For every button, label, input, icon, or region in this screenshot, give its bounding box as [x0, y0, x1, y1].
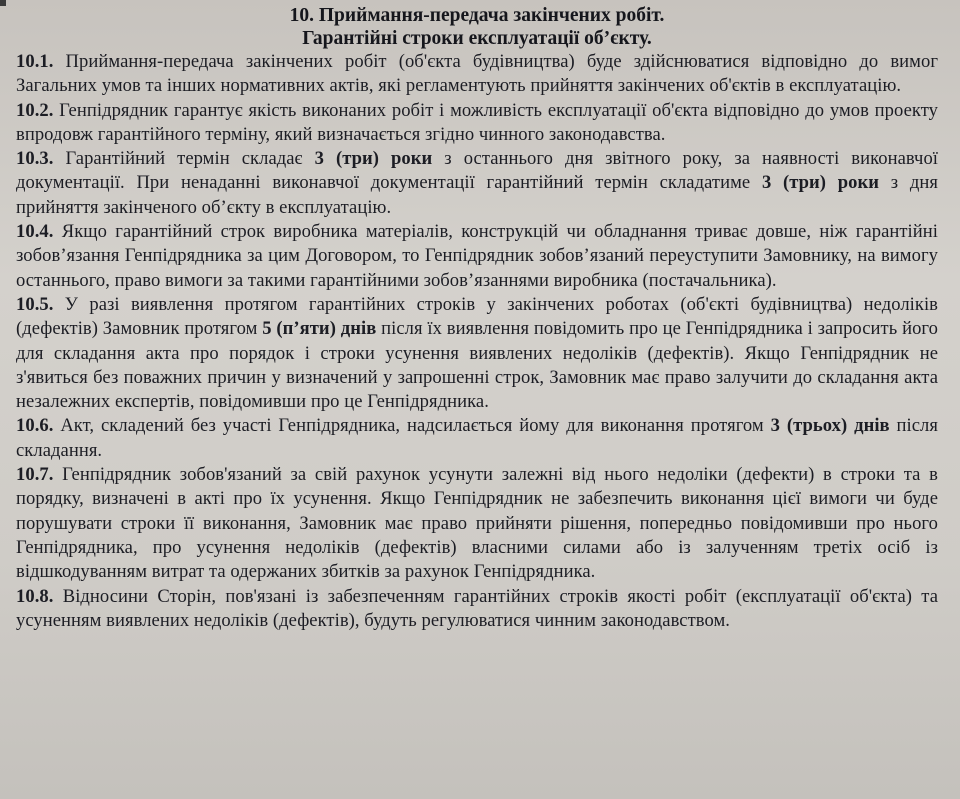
clause-number: 10.8.: [16, 585, 54, 607]
clause-10-5: [16, 293, 938, 414]
clause-10-1: [16, 50, 938, 99]
clause-number: 10.2.: [16, 99, 54, 121]
clause-text: У разі виявлення протягом гарантійних строків у закінчених роботах (об'єкті будівництва) недоліків (дефектів) Замовник протягом: [16, 293, 938, 340]
clause-emphasis: 3 (три) роки: [314, 148, 433, 170]
section-title-line-2: Гарантійні строки експлуатації об’єкту.: [302, 28, 652, 49]
section-title-line-1: 10. Приймання-передача закінчених робіт.: [289, 5, 665, 26]
clause-10-3: [16, 147, 938, 220]
clauses: [16, 50, 938, 633]
clause-text: Приймання-передача закінчених робіт (об'єкта будівництва) буде здійснюватися відповідно до вимог Загальних умов та інших нормативних актів, які регламентують прийняття закінчених об'єктів в експлуатацію.: [16, 51, 938, 97]
clause-text: Гарантійний термін складає: [53, 148, 315, 170]
clause-text: Акт, складений без участі Генпідрядника, надсилається йому для виконання протягом: [53, 415, 771, 437]
clause-number: 10.4.: [16, 221, 54, 243]
clause-text: після складання.: [16, 415, 938, 461]
clause-10-2: [16, 99, 938, 148]
clause-10-4: [16, 220, 938, 293]
clause-text: після їх виявлення повідомить про це Генпідрядника і запросить його для складання акта про порядок і строки усунення виявлених недоліків (дефектів). Якщо Генпідрядник не з'явиться без поважних причин у визначений у запрошенні строк, Замовник має право залучити до складання акта незалежних експертів, повідомивши про це Генпідрядника.: [16, 318, 938, 413]
clause-number: 10.5.: [16, 293, 54, 315]
clause-emphasis: 3 (трьох) днів: [770, 415, 890, 437]
clause-text: Генпідрядник зобов'язаний за свій рахунок усунути залежні від нього недоліки (дефекти) в строки та в порядку, визначені в акті про їх усунення. Якщо Генпідрядник не забезпечить виконання цієї вимоги чи буде порушувати строки її виконання, Замовник має право прийняти рішення, попередньо повідомивши про нього Генпідрядника, про усунення недоліків (дефектів) власними силами або із залученням третіх осіб із відшкодуванням витрат та одержаних збитків за рахунок Генпідрядника.: [16, 464, 938, 583]
clause-emphasis: 5 (п’яти) днів: [262, 318, 377, 340]
clause-emphasis: 3 (три) роки: [761, 172, 880, 194]
clause-text: Відносини Сторін, пов'язані із забезпеченням гарантійних строків якості робіт (експлуатації об'єкта) та усуненням виявлених недоліків (дефектів), будуть регулюватися чинним законодавством.: [16, 585, 938, 631]
clause-text: з дня прийняття закінченого об’єкту в експлуатацію.: [16, 172, 938, 218]
clause-10-7: [16, 463, 938, 584]
clause-number: 10.3.: [16, 148, 54, 170]
clause-10-6: [16, 414, 938, 463]
corner-mark: [0, 0, 6, 6]
clause-text: Генпідрядник гарантує якість виконаних робіт і можливість експлуатації об'єкта відповідно до умов проекту впродовж гарантійного терміну, який визначається згідно чинного законодавства.: [16, 99, 938, 145]
section-title: [16, 4, 938, 50]
clause-number: 10.7.: [16, 464, 54, 486]
clause-number: 10.1.: [16, 51, 54, 72]
clause-text: з останнього дня звітного року, за наявності виконавчої документації. При ненаданні виконавчої документації гарантійний термін складатиме: [16, 148, 939, 194]
clause-10-8: [16, 585, 938, 634]
clause-text: Якщо гарантійний строк виробника матеріалів, конструкцій чи обладнання триває довше, ніж гарантійні зобов’язання Генпідрядника за цим Договором, то Генпідрядник зобов’язаний переуступити Замовнику, на вимогу останнього, право вимоги за такими гарантійними зобов’язаннями виробника (постачальника).: [16, 221, 938, 291]
clause-number: 10.6.: [16, 415, 54, 437]
